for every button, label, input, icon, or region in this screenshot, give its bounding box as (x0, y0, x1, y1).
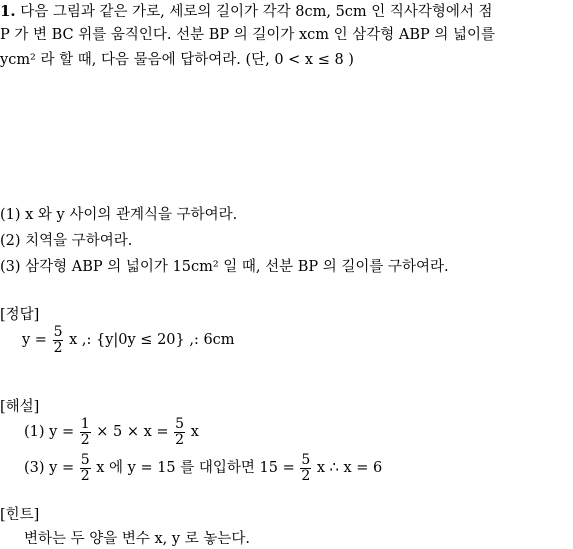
expl1-frac-1-num: 1 (80, 415, 90, 432)
hint-header: [힌트] (0, 507, 40, 523)
expl2-frac-1-num: 5 (80, 451, 90, 468)
answer-line (22, 322, 235, 358)
expl2-b: x 에 y = 15 를 대입하면 15 = (96, 460, 295, 476)
expl2-c: x ∴ x = 6 (316, 460, 383, 476)
question-2: (2) 치역을 구하여라. (0, 233, 133, 249)
expl1-a: (1) y = (24, 424, 75, 440)
expl1-frac-1 (80, 417, 91, 448)
hint-text: 변하는 두 양을 변수 x, y 로 놓는다. (24, 531, 250, 547)
problem-number: 1. (0, 2, 16, 20)
answer-y-eq: y = (22, 332, 47, 348)
problem-line-2: P 가 변 BC 위를 움직인다. 선분 BP 의 길이가 xcm 인 삼각형 ABP 의 넓이를 (0, 27, 496, 43)
question-3: (3) 삼각형 ABP 의 넓이가 15cm² 일 때, 선분 BP 의 길이를 구하여라. (0, 259, 449, 275)
expl2-frac-1-den: 2 (80, 467, 90, 484)
expl1-c: x (190, 424, 199, 440)
answer-header: [정답] (0, 307, 40, 323)
explanation-line-1 (24, 414, 199, 450)
answer-rest: x ,: {y|0y ≤ 20} ,: 6cm (69, 332, 235, 348)
explanation-header: [해설] (0, 399, 40, 415)
expl1-frac-1-den: 2 (80, 431, 90, 448)
answer-frac-denominator: 2 (53, 339, 63, 356)
explanation-line-2 (24, 450, 382, 486)
expl1-frac-2-den: 2 (175, 431, 185, 448)
expl2-frac-1 (80, 453, 91, 484)
expl1-frac-2 (174, 417, 185, 448)
problem-text-1: 다음 그림과 같은 가로, 세로의 길이가 각각 8cm, 5cm 인 직사각형에서 점 (20, 4, 493, 20)
expl2-frac-2 (300, 453, 311, 484)
answer-frac-numerator: 5 (53, 323, 63, 340)
problem-line-3: ycm² 라 할 때, 다음 물음에 답하여라. (단, 0 < x ≤ 8 ) (0, 52, 354, 68)
expl2-frac-2-num: 5 (301, 451, 311, 468)
problem-line-1 (0, 2, 493, 21)
question-1: (1) x 와 y 사이의 관계식을 구하여라. (0, 207, 238, 223)
expl2-a: (3) y = (24, 460, 75, 476)
expl1-b: × 5 × x = (96, 424, 169, 440)
expl2-frac-2-den: 2 (301, 467, 311, 484)
answer-fraction (53, 325, 64, 356)
expl1-frac-2-num: 5 (175, 415, 185, 432)
